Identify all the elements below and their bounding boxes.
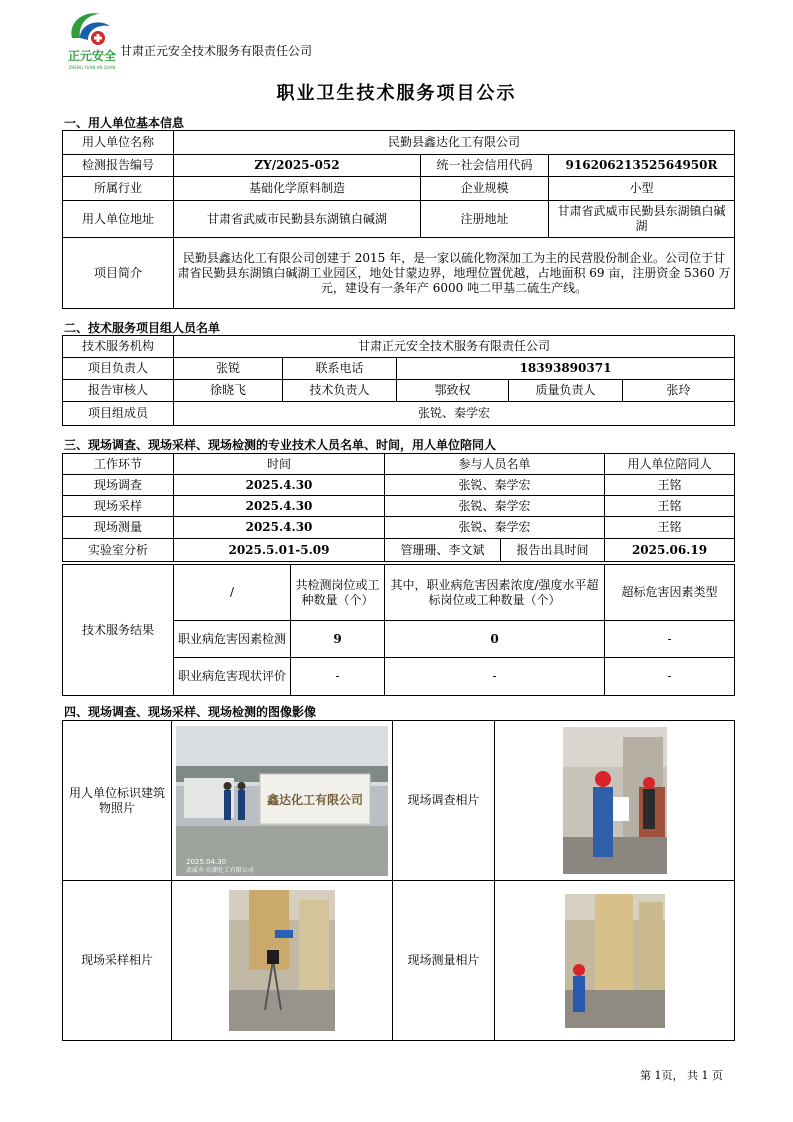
result-col1: 共检测岗位或工种数量（个） xyxy=(291,565,385,621)
logo-text: 正元安全 xyxy=(67,49,117,63)
org-label: 技术服务机构 xyxy=(63,336,174,358)
page-title: 职业卫生技术服务项目公示 xyxy=(276,83,517,104)
lab-label: 实验室分析 xyxy=(63,539,174,562)
reg-address-label: 注册地址 xyxy=(421,201,549,238)
photo3-label: 现场采样相片 xyxy=(63,881,172,1041)
eval-type: - xyxy=(605,658,735,696)
eval-exceed: - xyxy=(385,658,605,696)
detect-type: - xyxy=(605,621,735,658)
report-time-label: 报告出具时间 xyxy=(501,539,605,562)
col-people: 参与人员名单 xyxy=(385,454,605,475)
row-escort: 王铭 xyxy=(605,496,735,517)
page-footer: 第 1页， 共 1 页 xyxy=(640,1069,723,1082)
sign-text: 鑫达化工有限公司 xyxy=(266,792,364,807)
building-sign-photo xyxy=(176,726,388,876)
phone-label: 联系电话 xyxy=(283,358,397,380)
logo-subtext: ZHENG YUAN AN QUAN xyxy=(68,65,116,70)
result-col2: 其中，职业病危害因素浓度/强度水平超标岗位或工种数量（个） xyxy=(385,565,605,621)
eval-count: - xyxy=(291,658,385,696)
photo1-label: 用人单位标识建筑物照片 xyxy=(63,721,172,881)
tech-label: 技术负责人 xyxy=(283,380,397,402)
photo4-label: 现场测量相片 xyxy=(393,881,495,1041)
row-time: 2025.4.30 xyxy=(174,517,385,539)
intro-label: 项目简介 xyxy=(63,238,174,309)
unit-name-label: 用人单位名称 xyxy=(63,131,174,155)
detect-count: 9 xyxy=(291,621,385,658)
report-no-label: 检测报告编号 xyxy=(63,155,174,177)
industry: 基础化学原料制造 xyxy=(174,177,421,201)
report-time: 2025.06.19 xyxy=(605,539,735,562)
photo-table xyxy=(62,720,735,1041)
sampling-photo xyxy=(229,890,335,1031)
site-survey-photo xyxy=(563,727,667,874)
result-table xyxy=(62,564,735,696)
photo-stamp: 2025.04.30 xyxy=(186,857,227,866)
result-col3: 超标危害因素类型 xyxy=(605,565,735,621)
row-people: 张锐、秦学宏 xyxy=(385,475,605,496)
members-label: 项目组成员 xyxy=(63,402,174,426)
photo-location: 武威市·东湖化工有限公司 xyxy=(186,866,254,874)
eval-label: 职业病危害现状评价 xyxy=(174,658,291,696)
reviewer-label: 报告审核人 xyxy=(63,380,174,402)
company-logo xyxy=(64,8,120,74)
col-stage: 工作环节 xyxy=(63,454,174,475)
table-row xyxy=(63,475,735,496)
result-label: 技术服务结果 xyxy=(63,565,174,696)
team-table xyxy=(62,335,735,426)
col-time: 时间 xyxy=(174,454,385,475)
address-label: 用人单位地址 xyxy=(63,201,174,238)
section-3-heading: 三、现场调查、现场采样、现场检测的专业技术人员名单、时间，用人单位陪同人 xyxy=(64,438,497,452)
section-1-heading: 一、用人单位基本信息 xyxy=(64,116,185,130)
row-escort: 王铭 xyxy=(605,475,735,496)
row-escort: 王铭 xyxy=(605,517,735,539)
section-4-heading: 四、现场调查、现场采样、现场检测的图像影像 xyxy=(64,705,317,719)
quality-label: 质量负责人 xyxy=(509,380,623,402)
section-2-heading: 二、技术服务项目组人员名单 xyxy=(64,321,221,335)
row-time: 2025.4.30 xyxy=(174,475,385,496)
company-name: 甘肃正元安全技术服务有限责任公司 xyxy=(120,44,313,58)
table-row xyxy=(63,496,735,517)
row-time: 2025.4.30 xyxy=(174,496,385,517)
quality-name: 张玲 xyxy=(623,380,735,402)
row-stage: 现场采样 xyxy=(63,496,174,517)
unit-name: 民勤县鑫达化工有限公司 xyxy=(174,131,735,155)
photo2-label: 现场调查相片 xyxy=(393,721,495,881)
leader-label: 项目负责人 xyxy=(63,358,174,380)
tech-name: 鄂致权 xyxy=(397,380,509,402)
result-slash: / xyxy=(174,565,291,621)
table-row xyxy=(63,517,735,539)
col-escort: 用人单位陪同人 xyxy=(605,454,735,475)
scale: 小型 xyxy=(549,177,735,201)
lab-people: 管珊珊、李文斌 xyxy=(385,539,501,562)
industry-label: 所属行业 xyxy=(63,177,174,201)
org-name: 甘肃正元安全技术服务有限责任公司 xyxy=(174,336,735,358)
page-header xyxy=(64,8,364,74)
detect-exceed: 0 xyxy=(385,621,605,658)
row-people: 张锐、秦学宏 xyxy=(385,517,605,539)
detect-label: 职业病危害因素检测 xyxy=(174,621,291,658)
scale-label: 企业规模 xyxy=(421,177,549,201)
lab-time: 2025.5.01-5.09 xyxy=(174,539,385,562)
credit-code-label: 统一社会信用代码 xyxy=(421,155,549,177)
report-no: ZY/2025-052 xyxy=(174,155,421,177)
row-stage: 现场测量 xyxy=(63,517,174,539)
row-people: 张锐、秦学宏 xyxy=(385,496,605,517)
reg-address: 甘肃省武威市民勤县东湖镇白碱湖 xyxy=(549,201,735,238)
address: 甘肃省武威市民勤县东湖镇白碱湖 xyxy=(174,201,421,238)
intro-text: 民勤县鑫达化工有限公司创建于 2015 年，是一家以硫化物深加工为主的民营股份制企业。公司位于甘肃省民勤县东湖镇白碱湖工业园区，地处甘蒙边界，地理位置优越，占地面积 69 亩，注册资金 5360 万元，建设有一条年产 6000 吨二甲基二硫生产线。 xyxy=(174,238,735,309)
credit-code: 91620621352564950R xyxy=(549,155,735,177)
fieldwork-table xyxy=(62,453,735,562)
leader-name: 张锐 xyxy=(174,358,283,380)
measurement-photo xyxy=(565,894,665,1028)
members: 张锐、秦学宏 xyxy=(174,402,735,426)
phone-number: 18393890371 xyxy=(397,358,735,380)
reviewer-name: 徐晓飞 xyxy=(174,380,283,402)
row-stage: 现场调查 xyxy=(63,475,174,496)
unit-info-table xyxy=(62,130,735,309)
